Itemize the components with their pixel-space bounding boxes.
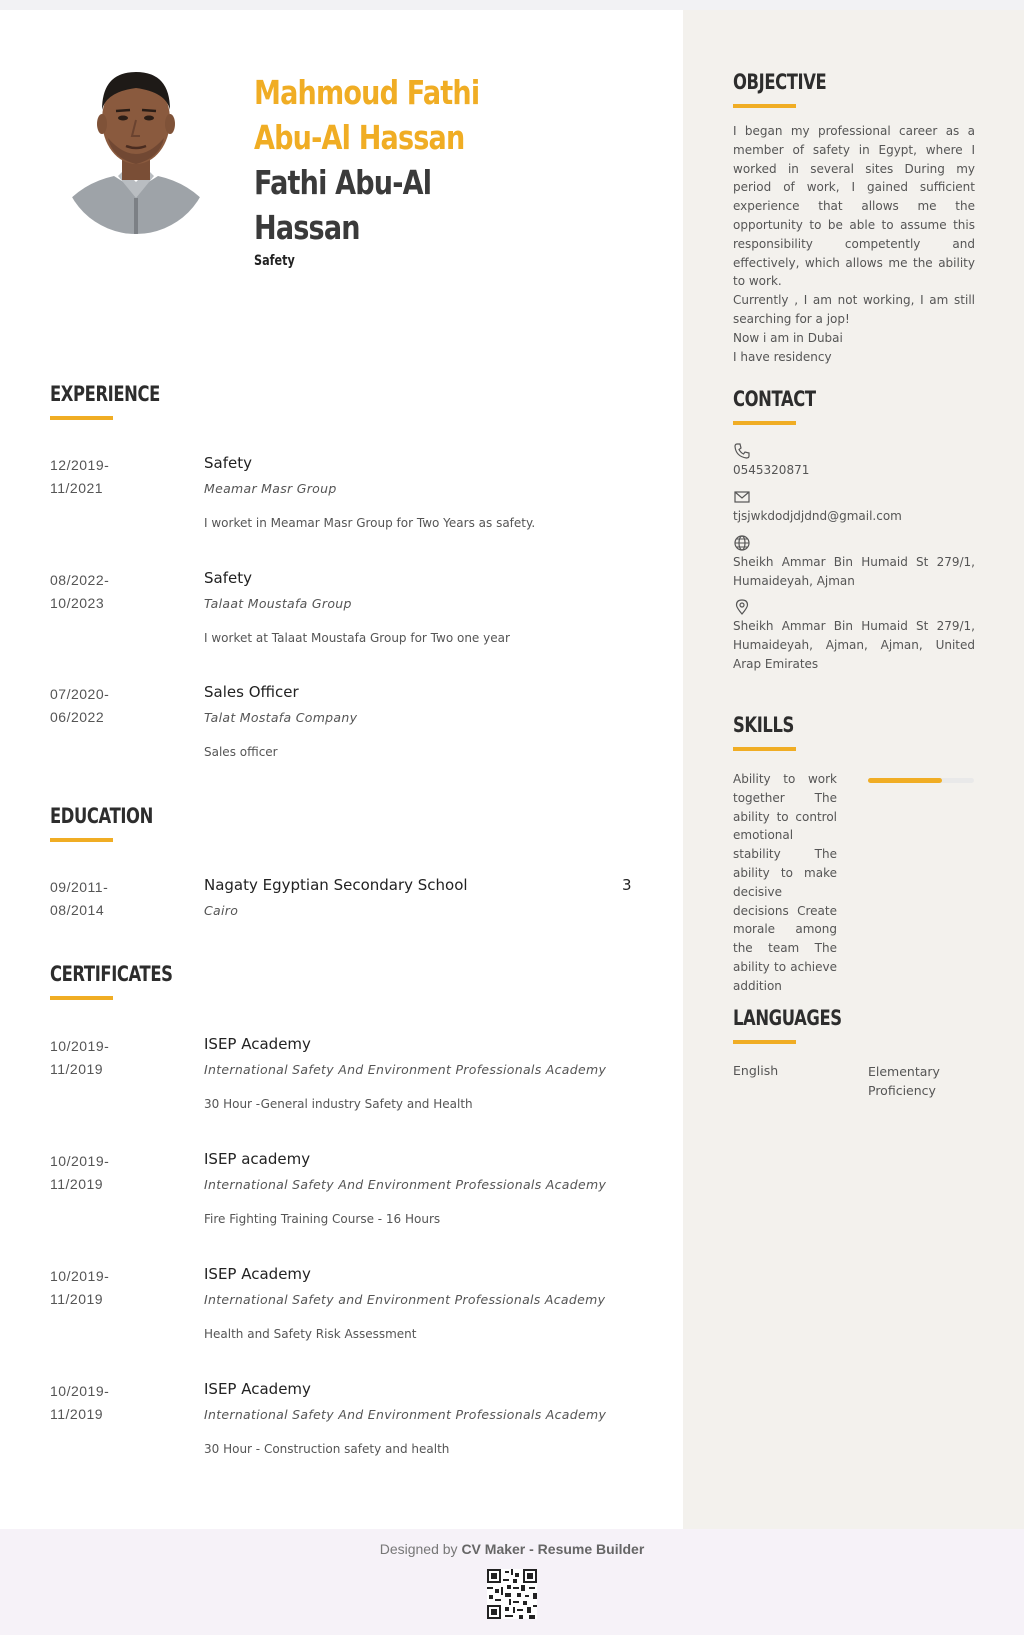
entry-organization: Meamar Masr Group bbox=[204, 481, 337, 496]
entry-organization: Talaat Moustafa Group bbox=[204, 596, 352, 611]
mail-icon bbox=[733, 488, 751, 506]
objective-paragraph: Currently , I am not working, I am still searching for a jop! bbox=[733, 293, 975, 326]
entry-dates: 08/2022- 10/2023 bbox=[50, 572, 110, 611]
entry-organization: International Safety and Environment Professionals Academy bbox=[204, 1292, 606, 1307]
resume-page bbox=[0, 10, 1024, 1529]
section-title-certificates: CERTIFICATES bbox=[50, 962, 173, 986]
objective-paragraph: I began my professional career as a member of safety in Egypt, where I worked in several sites During my period of work, I gained sufficient experience that allows me the opportunity to be able to assume this responsibility competently and effectively, which allows me the ability to work. bbox=[733, 124, 975, 289]
entry-title: ISEP Academy bbox=[204, 1380, 311, 1398]
entry-description: Health and Safety Risk Assessment bbox=[204, 1327, 417, 1341]
entry-dates: 10/2019- 11/2019 bbox=[50, 1383, 110, 1422]
entry-description: 30 Hour -General industry Safety and Health bbox=[204, 1097, 473, 1111]
objective-paragraph: I have residency bbox=[733, 349, 832, 364]
entry-description: I worket in Meamar Masr Group for Two Years as safety. bbox=[204, 516, 536, 530]
entry-dates: 10/2019- 11/2019 bbox=[50, 1038, 110, 1077]
entry-title: Safety bbox=[204, 569, 252, 587]
footer bbox=[0, 1529, 1024, 1635]
entry-dates: 10/2019- 11/2019 bbox=[50, 1268, 110, 1307]
skill-description: Ability to work together The ability to control emotional stability The ability to make decisive decisions Create morale among the team The ability to achieve addition bbox=[733, 772, 837, 993]
footer-credit bbox=[0, 1541, 1024, 1557]
job-title: Safety bbox=[254, 253, 295, 269]
location-pin-icon bbox=[733, 598, 751, 616]
skill-level-fill bbox=[868, 778, 942, 783]
entry-title: Safety bbox=[204, 454, 252, 472]
entry-dates: 09/2011- 08/2014 bbox=[50, 879, 109, 918]
language-name: English bbox=[733, 1063, 779, 1078]
section-title-contact: CONTACT bbox=[733, 387, 816, 411]
contact-address bbox=[733, 598, 975, 673]
section-title-skills: SKILLS bbox=[733, 713, 794, 737]
entry-title: Sales Officer bbox=[204, 683, 299, 701]
entry-grade: 3 bbox=[622, 876, 632, 894]
full-name-line-4: Hassan bbox=[254, 208, 360, 247]
entry-organization: International Safety And Environment Professionals Academy bbox=[204, 1177, 607, 1192]
entry-description: 30 Hour - Construction safety and health bbox=[204, 1442, 450, 1456]
entry-dates: 07/2020- 06/2022 bbox=[50, 686, 110, 725]
top-strip bbox=[0, 0, 1024, 10]
skill-level-bar bbox=[868, 778, 974, 783]
full-name-line-1: Mahmoud Fathi bbox=[254, 73, 480, 112]
entry-location: Cairo bbox=[204, 903, 239, 918]
entry-title: ISEP Academy bbox=[204, 1265, 311, 1283]
full-name-line-2: Abu-Al Hassan bbox=[254, 118, 465, 157]
footer-prefix: Designed by bbox=[379, 1541, 458, 1557]
entry-organization: International Safety And Environment Professionals Academy bbox=[204, 1407, 607, 1422]
entry-title: ISEP Academy bbox=[204, 1035, 311, 1053]
section-underline bbox=[733, 421, 796, 425]
entry-organization: International Safety And Environment Professionals Academy bbox=[204, 1062, 607, 1077]
objective-paragraph: Now i am in Dubai bbox=[733, 330, 843, 345]
profile-photo bbox=[62, 58, 210, 234]
entry-title: Nagaty Egyptian Secondary School bbox=[204, 876, 468, 894]
section-underline bbox=[50, 838, 113, 842]
entry-description: Sales officer bbox=[204, 745, 278, 759]
contact-email bbox=[733, 488, 975, 526]
entry-title: ISEP academy bbox=[204, 1150, 311, 1168]
section-underline bbox=[50, 996, 113, 1000]
qr-code-icon[interactable] bbox=[487, 1569, 537, 1619]
section-underline bbox=[733, 1040, 796, 1044]
entry-description: Fire Fighting Training Course - 16 Hours bbox=[204, 1212, 441, 1226]
globe-icon bbox=[733, 534, 751, 552]
section-underline bbox=[733, 747, 796, 751]
entry-dates: 10/2019- 11/2019 bbox=[50, 1153, 110, 1192]
contact-phone bbox=[733, 442, 975, 480]
name-block bbox=[254, 70, 514, 269]
entry-dates: 12/2019- 11/2021 bbox=[50, 457, 110, 496]
email-address[interactable]: tjsjwkdodjdjdnd@gmail.com bbox=[733, 509, 902, 523]
phone-number[interactable]: 0545320871 bbox=[733, 463, 810, 477]
language-level: Elementary Proficiency bbox=[868, 1064, 940, 1098]
website-link[interactable]: Sheikh Ammar Bin Humaid St 279/1, Humaideyah, Ajman bbox=[733, 555, 975, 588]
section-underline bbox=[50, 416, 113, 420]
entry-organization: Talat Mostafa Company bbox=[204, 710, 358, 725]
contact-website bbox=[733, 534, 975, 591]
section-title-experience: EXPERIENCE bbox=[50, 382, 160, 406]
section-underline bbox=[733, 104, 796, 108]
entry-description: I worket at Talaat Moustafa Group for Two one year bbox=[204, 631, 510, 645]
section-title-objective: OBJECTIVE bbox=[733, 70, 827, 94]
section-title-education: EDUCATION bbox=[50, 804, 153, 828]
phone-icon bbox=[733, 442, 751, 460]
objective-text bbox=[733, 122, 975, 366]
footer-brand[interactable]: CV Maker - Resume Builder bbox=[461, 1541, 645, 1557]
section-title-languages: LANGUAGES bbox=[733, 1006, 842, 1030]
full-name-line-3: Fathi Abu-Al bbox=[254, 163, 432, 202]
address-text: Sheikh Ammar Bin Humaid St 279/1, Humaideyah, Ajman, Ajman, United Arap Emirates bbox=[733, 619, 975, 671]
